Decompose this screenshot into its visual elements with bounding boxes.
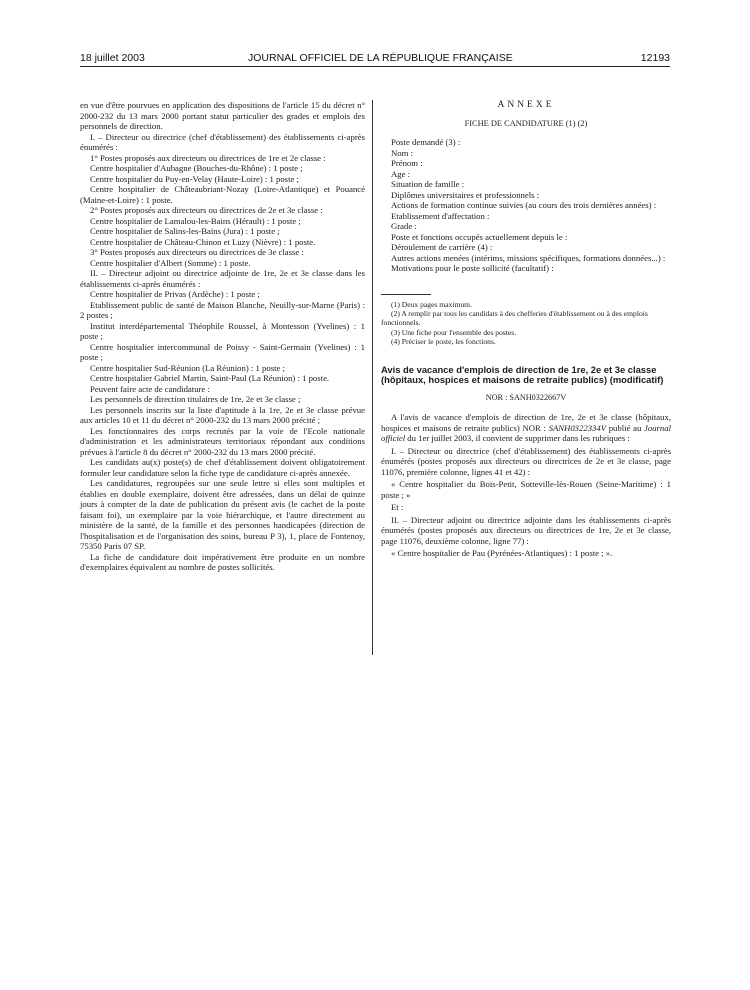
paragraph: Les candidats au(x) poste(s) de chef d'établissement doivent obligatoirement formuler leur candidature selon la fiche type de candidature ci-après annexée. bbox=[80, 457, 365, 478]
header-page-number: 12193 bbox=[640, 52, 670, 64]
paragraph: Peuvent faire acte de candidature : bbox=[90, 383, 210, 394]
form-field-label: Poste demandé (3) : bbox=[391, 137, 461, 147]
left-column bbox=[80, 100, 365, 573]
annexe-title: ANNEXE bbox=[497, 100, 555, 110]
text-run: du 1er juillet 2003, il convient de supprimer dans les rubriques : bbox=[405, 433, 630, 444]
paragraph: 3° Postes proposés aux directeurs ou directrices de 3e classe : bbox=[90, 247, 304, 257]
list-item: Centre hospitalier du Puy-en-Velay (Haute-Loire) : 1 poste ; bbox=[90, 173, 299, 184]
avis-section bbox=[381, 365, 671, 559]
form-field-label: Situation de famille : bbox=[391, 179, 465, 189]
form-field-label: Diplômes universitaires et professionnels : bbox=[391, 189, 540, 200]
nor-code: SANH0322334V bbox=[548, 422, 607, 433]
paragraph: I. – Directeur ou directrice (chef d'établissement) des établissements ci-après énumérés : bbox=[80, 131, 365, 152]
right-column bbox=[381, 100, 671, 561]
footnote: (2) A remplir par tous les candidats à des chefferies d'établissement ou à des emplois fonctionnels. bbox=[381, 308, 648, 328]
paragraph: 1° Postes proposés aux directeurs ou directrices de 1re et 2e classe : bbox=[90, 152, 326, 163]
journal-name: Journal officiel bbox=[381, 422, 671, 444]
paragraph: II. – Directeur adjoint ou directrice adjointe dans les établissements ci-après énumérés (postes proposés aux directeurs ou directrices de 1re, 2e et 3e classe, page 11076, deuxième colonne, ligne 77) : bbox=[381, 514, 671, 546]
text-run: publié au bbox=[606, 422, 644, 433]
list-item: Centre hospitalier Sud-Réunion (La Réunion) : 1 poste ; bbox=[90, 362, 285, 373]
list-item: Centre hospitalier de Châteaubriant-Nozay (Loire-Atlantique) et Pouancé (Maine-et-Loire) : 1 poste. bbox=[80, 184, 365, 205]
quoted-entry: « Centre hospitalier du Bois-Petit, Sotteville-lès-Rouen (Seine-Maritime) : 1 poste ; » bbox=[381, 479, 671, 500]
form-field-label: Prénom : bbox=[391, 158, 423, 168]
form-field-label: Etablissement d'affectation : bbox=[391, 210, 490, 221]
header-journal-title: JOURNAL OFFICIEL DE LA RÉPUBLIQUE FRANÇAISE bbox=[248, 52, 513, 64]
paragraph: Les candidatures, regroupées sur une seule lettre si elles sont multiples et établies en double exemplaire, doivent être adressées, dans un délai de quinze jours à compter de la date de publication du présent avis (le cachet de la poste faisant foi), un exemplaire par la voie hiérarchique, et l'autre directement au ministère de la santé, de la famille et des personnes handicapées (direction de l'hospitalisation et de l'organisation des soins, bureau P 3), 1, place de Fontenoy, 75350 Paris 07 SP. bbox=[80, 478, 365, 551]
form-field-label: Déroulement de carrière (4) : bbox=[391, 242, 493, 252]
paragraph: I. – Directeur ou directrice (chef d'établissement) des établissements ci-après énumérés (postes proposés aux directeurs ou directrices de 2e et 3e classe, page 11076, première colonne, lignes 41 et 42) : bbox=[381, 445, 671, 477]
list-item: Les personnels inscrits sur la liste d'aptitude à la 1re, 2e et 3e classe prévue aux articles 10 et 11 du décret n° 2000-232 du 13 mars 2000 précité ; bbox=[80, 404, 365, 425]
list-item: Centre hospitalier de Salins-les-Bains (Jura) : 1 poste ; bbox=[90, 226, 280, 236]
annexe-subtitle: FICHE DE CANDIDATURE (1) (2) bbox=[464, 118, 588, 128]
form-field-label: Motivations pour le poste sollicité (facultatif) : bbox=[391, 263, 554, 273]
nor-reference: NOR : SANH0322667V bbox=[485, 392, 567, 402]
form-field-label: Poste et fonctions occupés actuellement depuis le : bbox=[391, 231, 568, 242]
paragraph bbox=[381, 412, 671, 444]
footnote: (3) Une fiche pour l'ensemble des postes. bbox=[391, 327, 517, 337]
quoted-entry: « Centre hospitalier de Pau (Pyrénées-Atlantiques) : 1 poste ; ». bbox=[391, 548, 613, 559]
header-date: 18 juillet 2003 bbox=[80, 52, 145, 64]
paragraph: en vue d'être pourvues en application des dispositions de l'article 15 du décret n° 2000-232 du 13 mars 2000 portant statut particulier des grades et emplois des personnels de direction. bbox=[80, 100, 365, 131]
paragraph: II. – Directeur adjoint ou directrice adjointe de 1re, 2e et 3e classe dans les établissements ci-après énumérés : bbox=[80, 268, 365, 289]
paragraph: 2° Postes proposés aux directeurs ou directrices de 2e et 3e classe : bbox=[90, 205, 323, 215]
list-item: Etablissement public de santé de Maison Blanche, Neuilly-sur-Marne (Paris) : 2 postes ; bbox=[80, 299, 365, 320]
list-item: Centre hospitalier de Privas (Ardèche) : 1 poste ; bbox=[90, 289, 260, 299]
list-item: Centre hospitalier d'Aubagne (Bouches-du-Rhône) : 1 poste ; bbox=[90, 163, 303, 173]
list-item: Centre hospitalier de Château-Chinon et Luzy (Nièvre) : 1 poste. bbox=[90, 236, 316, 247]
list-item: Centre hospitalier intercommunal de Poissy - Saint-Germain (Yvelines) : 1 poste ; bbox=[80, 341, 365, 362]
paragraph: Et : bbox=[391, 502, 404, 513]
footnote-rule bbox=[381, 294, 431, 295]
form-field-label: Grade : bbox=[391, 221, 417, 231]
list-item: Centre hospitalier de Lamalou-les-Bains (Hérault) : 1 poste ; bbox=[90, 215, 301, 226]
footnote: (1) Deux pages maximum. bbox=[391, 299, 472, 309]
column-divider bbox=[372, 100, 373, 655]
header-rule bbox=[80, 66, 670, 67]
form-field-label: Nom : bbox=[391, 147, 413, 158]
paragraph: La fiche de candidature doit impérativement être produite en un nombre d'exemplaires équivalent au nombre de postes sollicités. bbox=[80, 551, 365, 572]
list-item: Centre hospitalier Gabriel Martin, Saint-Paul (La Réunion) : 1 poste. bbox=[90, 373, 330, 383]
list-item: Les personnels de direction titulaires de 1re, 2e et 3e classe ; bbox=[90, 394, 301, 404]
form-field-label: Age : bbox=[391, 168, 411, 179]
form-field-label: Autres actions menées (intérims, missions spécifiques, formations données...) : bbox=[391, 252, 666, 263]
list-item: Centre hospitalier d'Albert (Somme) : 1 poste. bbox=[90, 257, 251, 268]
paragraph: Les fonctionnaires des corps recrutés par la voie de l'Ecole nationale d'administration et les administrateurs territoriaux répondant aux conditions prévues à l'article 8 du décret n° 2000-232 du 13 mars 2000 précité. bbox=[80, 425, 365, 457]
avis-title: Avis de vacance d'emplois de direction de 1re, 2e et 3e classe (hôpitaux, hospices et maisons de retraite publics) (modificatif) bbox=[381, 363, 664, 386]
list-item: Institut interdépartemental Théophile Roussel, à Montesson (Yvelines) : 1 poste ; bbox=[80, 320, 365, 341]
footnote: (4) Préciser le poste, les fonctions. bbox=[391, 337, 496, 347]
form-field-label: Actions de formation continue suivies (au cours des trois dernières années) : bbox=[391, 200, 657, 210]
text-run: A l'avis de vacance d'emplois de direction de 1re, 2e et 3e classe (hôpitaux, hospices et maisons de retraite publics) NOR : bbox=[381, 412, 671, 433]
